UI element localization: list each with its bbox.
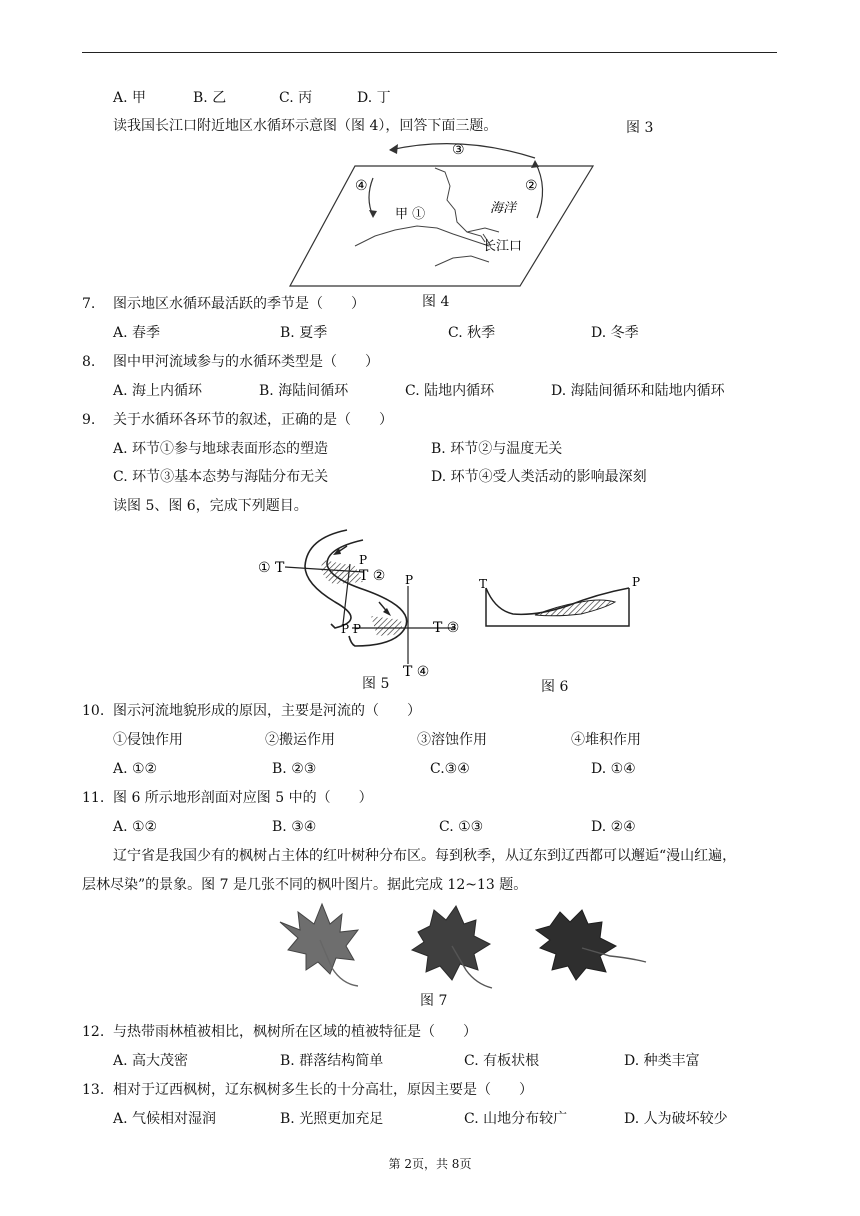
q11-stem: 图 6 所示地形剖面对应图 5 中的（ ）	[113, 790, 373, 806]
q12-option-d: D. 种类丰富	[624, 1053, 700, 1069]
fig4-label-4: ④	[355, 178, 368, 194]
q11-number: 11.	[82, 790, 105, 806]
q12-option-a: A. 高大茂密	[113, 1053, 189, 1069]
q8-option-d: D. 海陆间循环和陆地内循环	[551, 383, 725, 399]
q11-option-c: C. ①③	[439, 819, 484, 835]
fig5-label-t1: ① T	[258, 560, 285, 576]
q8-number: 8.	[82, 354, 96, 370]
fig5-label-p-top: P	[405, 573, 414, 587]
q10-statement-3: ③溶蚀作用	[417, 732, 487, 748]
fig4-coastline	[435, 168, 485, 242]
q9-number: 9.	[82, 412, 96, 428]
q7-option-d: D. 冬季	[591, 325, 639, 341]
fig4-label-estuary: 长江口	[483, 239, 523, 254]
q10-option-a: A. ①②	[113, 761, 158, 777]
q7-option-a: A. 春季	[113, 325, 161, 341]
q8-stem: 图中甲河流域参与的水循环类型是（ ）	[113, 354, 379, 370]
q10-number: 10.	[82, 703, 105, 719]
q13-option-d: D. 人为破坏较少	[624, 1111, 728, 1127]
q13-option-b: B. 光照更加充足	[280, 1111, 384, 1127]
q11-option-d: D. ②④	[591, 819, 636, 835]
passage-maple-line-2: 层林尽染”的景象。图 7 是几张不同的枫叶图片。据此完成 12~13 题。	[82, 877, 528, 893]
q7-stem: 图示地区水循环最活跃的季节是（ ）	[113, 296, 365, 312]
fig5-label-t2: T ②	[359, 568, 386, 584]
q10-statement-1: ①侵蚀作用	[113, 732, 183, 748]
page-footer: 第 2页，共 8页	[388, 1157, 472, 1171]
q8-option-b: B. 海陆间循环	[259, 383, 349, 399]
fig6-label-t: T	[479, 577, 488, 591]
fig4-water-cycle-diagram	[285, 138, 595, 290]
q12-option-c: C. 有板状根	[464, 1053, 540, 1069]
fig6-caption: 图 6	[541, 679, 569, 695]
q13-option-c: C. 山地分布较广	[464, 1111, 568, 1127]
q9-stem: 关于水循环各环节的叙述，正确的是（ ）	[113, 412, 393, 428]
fig7-maple-leaves	[270, 900, 650, 992]
q12-option-b: B. 群落结构简单	[280, 1053, 384, 1069]
q10-option-d: D. ①④	[591, 761, 636, 777]
q8-option-c: C. 陆地内循环	[405, 383, 495, 399]
q9-option-a: A. 环节①参与地球表面形态的塑造	[113, 441, 329, 457]
fig5-deposit-hatch-lower	[371, 616, 403, 636]
fig4-label-3: ③	[452, 142, 465, 158]
fig4-label-jia: 甲 ①	[395, 207, 426, 222]
q9-option-b: B. 环节②与温度无关	[431, 441, 563, 457]
header-rule	[82, 52, 777, 53]
fig4-region-frame	[290, 166, 593, 286]
q7-number: 7.	[82, 296, 96, 312]
q7-option-c: C. 秋季	[448, 325, 496, 341]
q12-stem: 与热带雨林植被相比，枫树所在区域的植被特征是（ ）	[113, 1024, 477, 1040]
q9-option-d: D. 环节④受人类活动的影响最深刻	[431, 469, 647, 485]
maple-leaf-1	[280, 904, 358, 986]
fig4-label-ocean: 海洋	[490, 201, 517, 216]
q10-stem: 图示河流地貌形成的原因，主要是河流的（ ）	[113, 703, 421, 719]
q13-number: 13.	[82, 1082, 105, 1098]
prev-option-c: C. 丙	[279, 90, 313, 106]
maple-leaf-2	[412, 906, 492, 988]
fig6-cross-section	[477, 576, 645, 632]
q7-option-b: B. 夏季	[280, 325, 328, 341]
fig4-label-2: ②	[525, 178, 538, 194]
fig5-meander-diagram	[255, 524, 475, 684]
fig6-label-p: P	[632, 576, 641, 589]
q11-option-b: B. ③④	[272, 819, 317, 835]
fig4-river	[355, 226, 489, 246]
q13-option-a: A. 气候相对湿润	[113, 1111, 217, 1127]
prev-option-a: A. 甲	[113, 90, 147, 106]
fig5-label-p1: P	[359, 553, 368, 567]
fig4-caption: 图 4	[422, 294, 450, 310]
fig5-label-pp: P P	[341, 622, 361, 636]
q13-stem: 相对于辽西枫树，辽东枫树多生长的十分高壮，原因主要是（ ）	[113, 1082, 533, 1098]
q10-option-b: B. ②③	[272, 761, 317, 777]
fig5-label-t3: T ③	[433, 620, 460, 636]
fig3-label: 图 3	[626, 120, 654, 136]
fig5-label-t4: T ④	[403, 664, 430, 680]
fig7-caption: 图 7	[420, 993, 448, 1009]
prev-option-b: B. 乙	[193, 90, 227, 106]
q11-option-a: A. ①②	[113, 819, 158, 835]
q10-statement-2: ②搬运作用	[265, 732, 335, 748]
intro-fig56: 读图 5、图 6，完成下列题目。	[113, 498, 308, 514]
q10-statement-4: ④堆积作用	[571, 732, 641, 748]
prev-option-d: D. 丁	[357, 90, 391, 106]
intro-fig4: 读我国长江口附近地区水循环示意图（图 4），回答下面三题。	[113, 118, 498, 134]
maple-leaf-3	[536, 910, 646, 980]
passage-maple-line-1: 辽宁省是我国少有的枫树占主体的红叶树种分布区。每到秋季，从辽东到辽西都可以邂逅“漫山红遍，	[113, 848, 737, 864]
q10-option-c: C.③④	[430, 761, 470, 777]
q9-option-c: C. 环节③基本态势与海陆分布无关	[113, 469, 329, 485]
fig5-caption: 图 5	[362, 676, 390, 692]
q12-number: 12.	[82, 1024, 105, 1040]
q8-option-a: A. 海上内循环	[113, 383, 203, 399]
